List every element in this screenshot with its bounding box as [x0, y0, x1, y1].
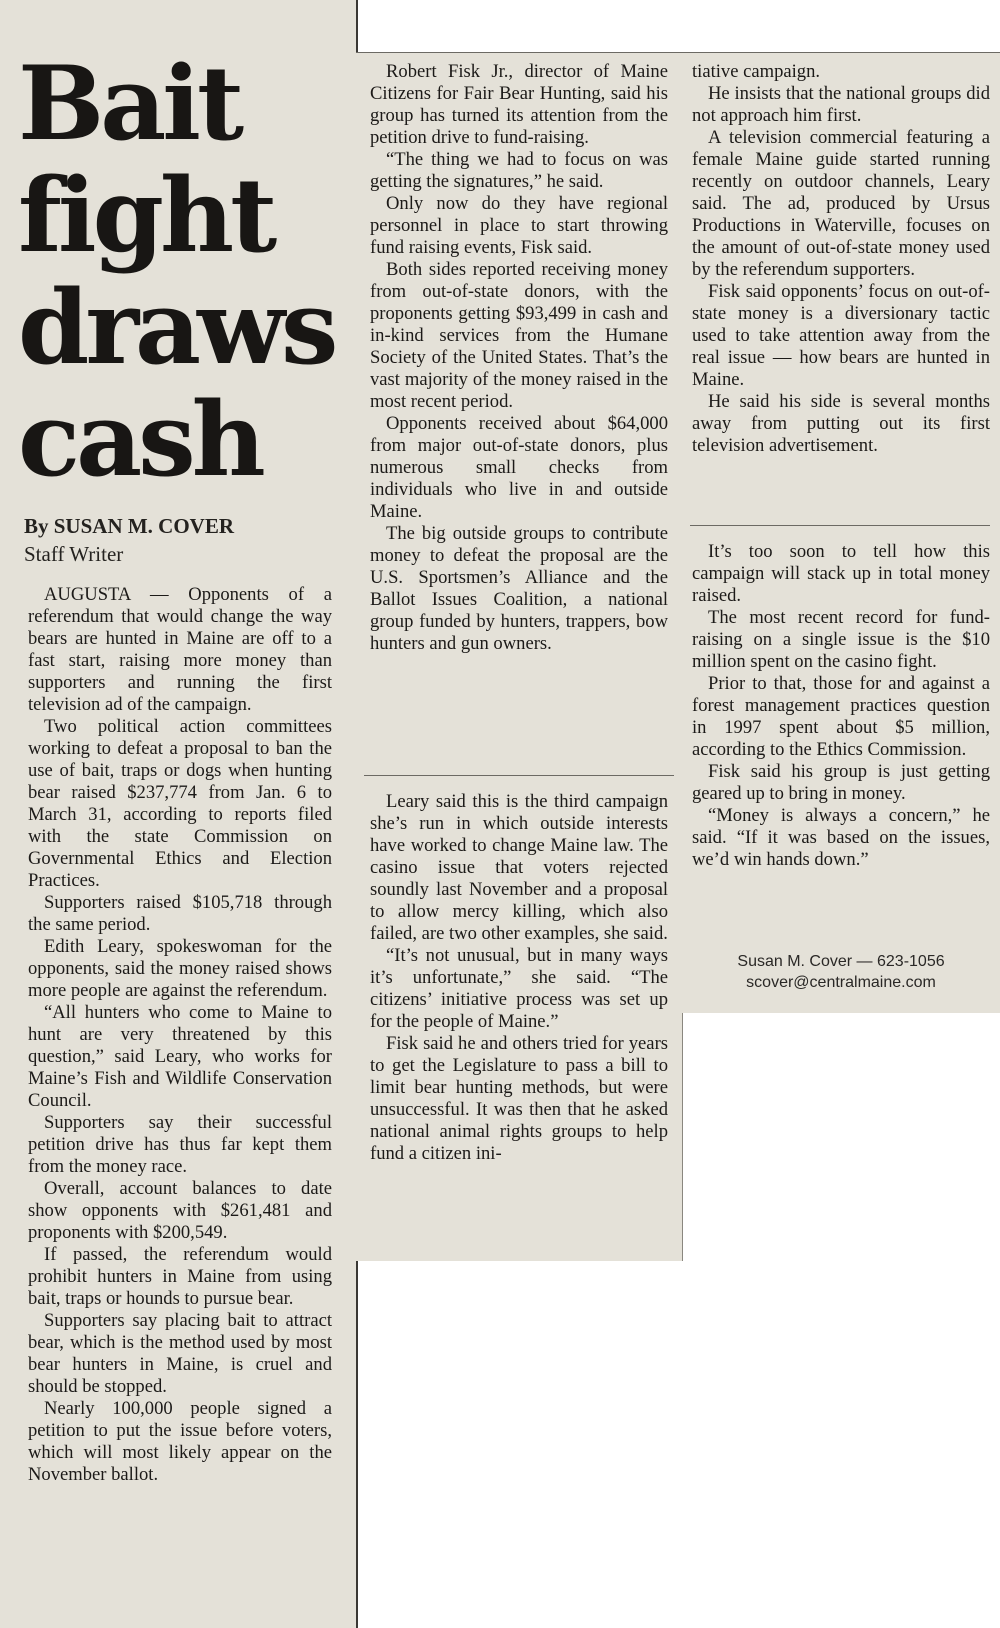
- paragraph: Both sides reported receiving money from out-of-state donors, with the proponents getting $93,499 in cash and in-kind services from the Humane Society of the United States. That’s the vast majority of the money raised in the most recent period.: [370, 259, 668, 412]
- paragraph: Opponents received about $64,000 from major out-of-state donors, plus numerous small checks from individuals who live in and outside Maine.: [370, 413, 668, 522]
- paragraph: Two political action committees working to defeat a proposal to ban the use of bait, traps or dogs when hunting bear raised $237,774 from Jan. 6 to March 31, according to reports filed with the state Commission on Governmental Ethics and Election Practices.: [28, 716, 332, 891]
- paragraph: The most recent record for fund-raising on a single issue is the $10 million spent on the casino fight.: [692, 607, 990, 672]
- paragraph: Prior to that, those for and against a forest management practices question in 1997 spent about $5 million, according to the Ethics Commission.: [692, 673, 990, 760]
- byline-role: Staff Writer: [24, 542, 124, 566]
- signature-contact-phone: Susan M. Cover — 623-1056: [737, 953, 945, 970]
- paragraph: “It’s not unusual, but in many ways it’s unfortunate,” she said. “The citizens’ initiative process was set up for the people of Maine.”: [370, 945, 668, 1032]
- paragraph: If passed, the referendum would prohibit hunters in Maine from using bait, traps or hounds to pursue bear.: [28, 1244, 332, 1309]
- article-column-3: [682, 52, 1000, 1013]
- column-3-bottom-text: [692, 541, 990, 871]
- paragraph: Supporters raised $105,718 through the same period.: [28, 892, 332, 935]
- paragraph: “All hunters who come to Maine to hunt are very threatened by this question,” said Leary, who works for Maine’s Fish and Wildlife Conservation Council.: [28, 1002, 332, 1111]
- paragraph: Overall, account balances to date show opponents with $261,481 and proponents with $200,549.: [28, 1178, 332, 1243]
- paragraph: Only now do they have regional personnel in place to start throwing fund raising events, Fisk said.: [370, 193, 668, 258]
- paragraph: Supporters say their successful petition drive has thus far kept them from the money race.: [28, 1112, 332, 1177]
- paragraph: Fisk said opponents’ focus on out-of-state money is a diversionary tactic used to take attention away from the real issue — how bears are hunted in Maine.: [692, 281, 990, 390]
- column-2-bottom-text: [370, 791, 668, 1165]
- paragraph: It’s too soon to tell how this campaign will stack up in total money raised.: [692, 541, 990, 606]
- paragraph: Nearly 100,000 people signed a petition to put the issue before voters, which will most likely appear on the November ballot.: [28, 1398, 332, 1485]
- column-1-text: [28, 584, 332, 1486]
- column-3-top-text: [692, 61, 990, 457]
- paragraph: Supporters say placing bait to attract bear, which is the method used by most bear hunters in Maine, is cruel and should be stopped.: [28, 1310, 332, 1397]
- paragraph: “Money is always a concern,” he said. “If it was based on the issues, we’d win hands down.”: [692, 805, 990, 870]
- paragraph: AUGUSTA — Opponents of a referendum that would change the way bears are hunted in Maine are off to a fast start, raising more money than supporters and running the first television ad of the campaign.: [28, 584, 332, 715]
- article-column-2: [356, 52, 683, 1261]
- paragraph: Edith Leary, spokeswoman for the opponents, said the money raised shows more people are against the referendum.: [28, 936, 332, 1001]
- paragraph: A television commercial featuring a female Maine guide started running recently on outdoor channels, Leary said. The ad, produced by Ursus Productions in Waterville, focuses on the amount of out-of-state money used by the referendum supporters.: [692, 127, 990, 280]
- article-column-1: [0, 0, 358, 1628]
- headline: Bait fight draws cash: [18, 44, 335, 500]
- paragraph: Fisk said his group is just getting geared up to bring in money.: [692, 761, 990, 804]
- signature-contact-email: scover@centralmaine.com: [746, 974, 936, 991]
- paragraph: He insists that the national groups did not approach him first.: [692, 83, 990, 126]
- author-signature: [692, 951, 990, 993]
- section-divider: [690, 525, 990, 526]
- byline: [24, 512, 344, 568]
- paragraph: Leary said this is the third campaign she’s run in which outside interests have worked to change Maine law. The casino issue that voters rejected soundly last November and a proposal to allow mercy killing, which also failed, are two other examples, she said.: [370, 791, 668, 944]
- paragraph: The big outside groups to contribute money to defeat the proposal are the U.S. Sportsmen’s Alliance and the Ballot Issues Coalition, a national group funded by hunters, trappers, bow hunters and gun owners.: [370, 523, 668, 654]
- section-divider: [364, 775, 674, 776]
- paragraph: He said his side is several months away from putting out its first television advertisement.: [692, 391, 990, 456]
- paragraph: tiative campaign.: [692, 61, 821, 82]
- paragraph: Fisk said he and others tried for years to get the Legislature to pass a bill to limit bear hunting methods, but were unsuccessful. It was then that he asked national animal rights groups to help fund a citizen ini-: [370, 1033, 668, 1164]
- column-2-top-text: [370, 61, 668, 655]
- paragraph: Robert Fisk Jr., director of Maine Citizens for Fair Bear Hunting, said his group has turned its attention from the petition drive to fund-raising.: [370, 61, 668, 148]
- byline-author: By SUSAN M. COVER: [24, 514, 235, 538]
- paragraph: “The thing we had to focus on was getting the signatures,” he said.: [370, 149, 668, 192]
